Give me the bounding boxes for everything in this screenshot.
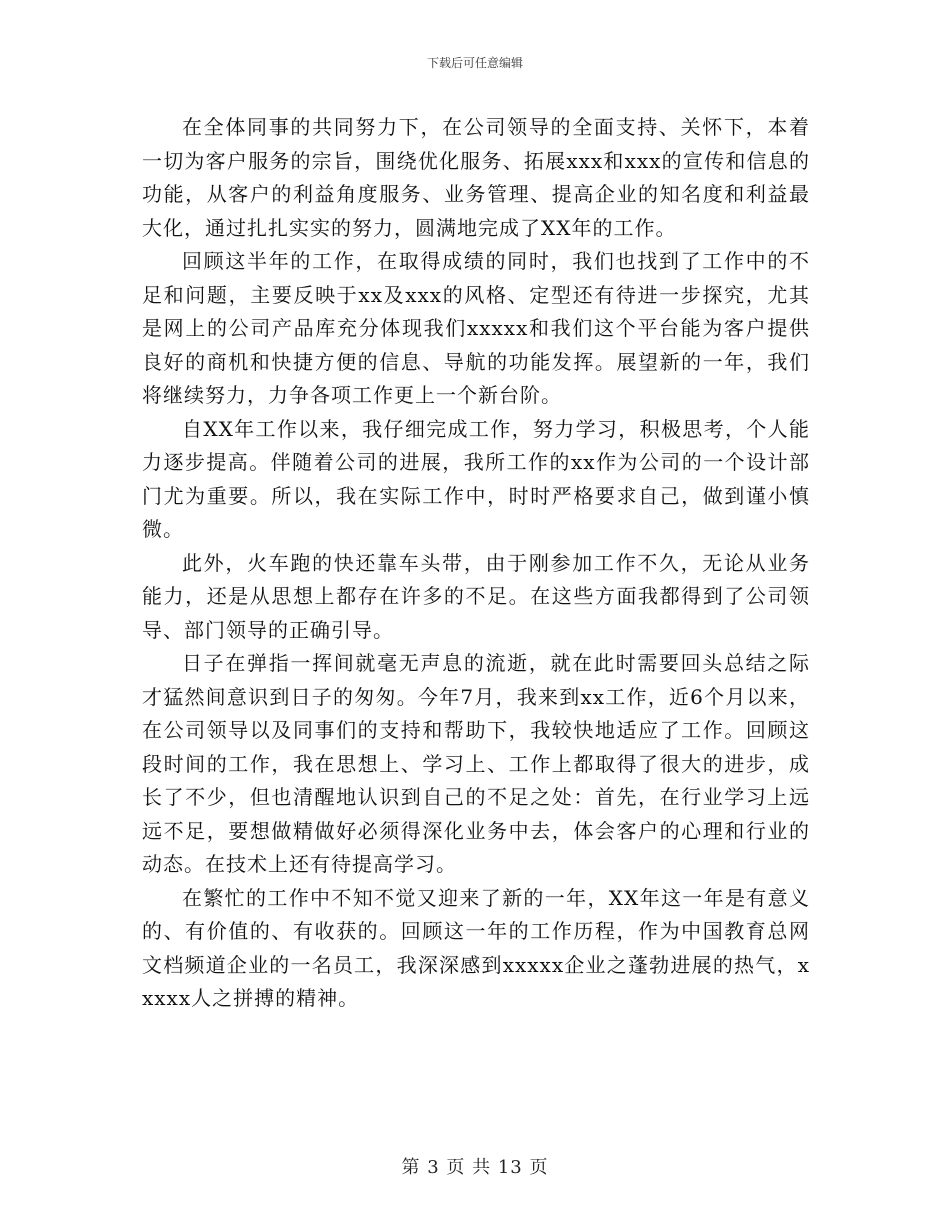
paragraph-2: 回顾这半年的工作，在取得成绩的同时，我们也找到了工作中的不足和问题，主要反映于xx及xxx的风格、定型还有待进一步探究，尤其是网上的公司产品库充分体现我们xxxxx和我们这个平台能为客户提供良好的商机和快捷方便的信息、导航的功能发挥。展望新的一年，我们将继续努力，力争各项工作更上一个新台阶。 xyxy=(142,249,810,407)
document-body xyxy=(142,111,810,1016)
paragraph-5: 日子在弹指一挥间就毫无声息的流逝，就在此时需要回头总结之际才猛然间意识到日子的匆匆。今年7月，我来到xx工作，近6个月以来，在公司领导以及同事们的支持和帮助下，我较快地适应了工作。回顾这段时间的工作，我在思想上、学习上、工作上都取得了很大的进步，成长了不少，但也清醒地认识到自己的不足之处：首先，在行业学习上远远不足，要想做精做好必须得深化业务中去，体会客户的心理和行业的动态。在技术上还有待提高学习。 xyxy=(142,651,810,876)
page-header-note: 下载后可任意编辑 xyxy=(426,56,523,70)
paragraph-6: 在繁忙的工作中不知不觉又迎来了新的一年，XX年这一年是有意义的、有价值的、有收获的。回顾这一年的工作历程，作为中国教育总网文档频道企业的一名员工，我深深感到xxxxx企业之蓬勃进展的热气，xxxxx人之拼搏的精神。 xyxy=(142,885,810,1010)
paragraph-4: 此外，火车跑的快还靠车头带，由于刚参加工作不久，无论从业务能力，还是从思想上都存在许多的不足。在这些方面我都得到了公司领导、部门领导的正确引导。 xyxy=(142,550,810,642)
page-number: 第 3 页 共 13 页 xyxy=(401,1157,549,1178)
paragraph-3: 自XX年工作以来，我仔细完成工作，努力学习，积极思考，个人能力逐步提高。伴随着公司的进展，我所工作的xx作为公司的一个设计部门尤为重要。所以，我在实际工作中，时时严格要求自己，做到谨小慎微。 xyxy=(142,416,810,541)
paragraph-1: 在全体同事的共同努力下，在公司领导的全面支持、关怀下，本着一切为客户服务的宗旨，围绕优化服务、拓展xxx和xxx的宣传和信息的功能，从客户的利益角度服务、业务管理、提高企业的知名度和利益最大化，通过扎扎实实的努力，圆满地完成了XX年的工作。 xyxy=(142,115,810,240)
